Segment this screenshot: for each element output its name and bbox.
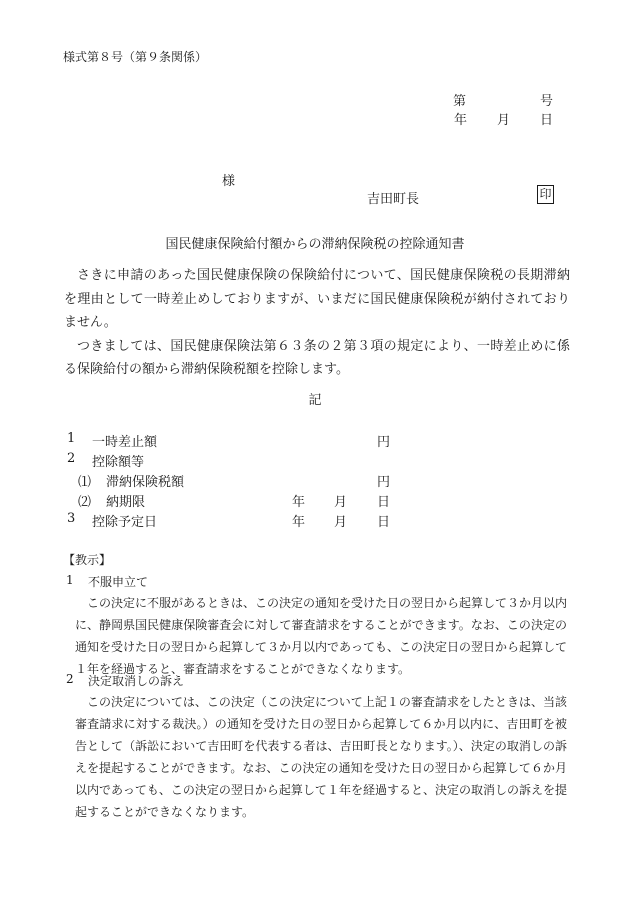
- item-1-yen: 円: [377, 435, 391, 450]
- header-date-day: 日: [540, 113, 554, 128]
- sub-item-2-day: 日: [377, 495, 391, 510]
- notice-section-1-title: 不服申立て: [88, 575, 149, 589]
- body-paragraph-2: つきましては、国民健康保険法第６３条の２第３項の規定により、一時差止めに係る保険給付の額から滞納保険税額を控除します。: [64, 338, 570, 377]
- notice-section-1-number: 1: [66, 573, 74, 587]
- notice-section-2-paragraph: この決定については、この決定（この決定について上記１の審査請求をしたときは、当該審査請求に対する裁決。）の通知を受けた日の翌日から起算して６か月以内に、吉田町を被告として（訴訟において吉田町を代表する者は、吉田町長となります。）、決定の取消しの訴えを提起することができます。なお、この決定の通知を受けた日の翌日から起算して６か月以内であっても、この決定の翌日から起算して１年を経過すると、決定の取消しの訴えを提起することができなくなります。: [75, 695, 567, 819]
- seal-stamp-box: 印: [537, 185, 554, 204]
- item-2-label: 控除額等: [92, 455, 145, 470]
- notice-section-1-paragraph: この決定に不服があるときは、この決定の通知を受けた日の翌日から起算して３か月以内に、静岡県国民健康保険審査会に対して審査請求をすることができます。なお、この決定の通知を受けた日の翌日から起算して３か月以内であっても、この決定日の翌日から起算して１年を経過すると、審査請求をすることができなくなります。: [75, 596, 568, 676]
- item-3-day: 日: [377, 515, 391, 530]
- item-3-label: 控除予定日: [92, 515, 158, 530]
- sub-item-2-year: 年: [292, 495, 306, 510]
- item-1-label: 一時差止額: [92, 435, 158, 450]
- sub-item-1-number: ⑴: [78, 475, 92, 490]
- sub-item-2-number: ⑵: [78, 495, 92, 510]
- form-number: 様式第８号（第９条関係）: [63, 50, 208, 64]
- notice-body: [64, 264, 570, 382]
- sub-item-1-label: 滞納保険税額: [106, 475, 185, 490]
- sub-item-2-month: 月: [334, 495, 348, 510]
- sub-item-2-label: 納期限: [106, 495, 146, 510]
- sender-mayor: 吉田町長: [367, 192, 420, 207]
- item-1-number: 1: [67, 431, 76, 446]
- header-date-month: 月: [497, 113, 511, 128]
- header-date-year: 年: [454, 113, 468, 128]
- body-paragraph-1: さきに申請のあった国民健康保険の保険給付について、国民健康保険税の長期滞納を理由として一時差止めしておりますが、いまだに国民健康保険税が納付されておりません。: [64, 268, 570, 330]
- notice-section-2-text: [75, 691, 567, 823]
- document-title: 国民健康保険給付額からの滞納保険税の控除通知書: [165, 237, 465, 252]
- item-3-year: 年: [292, 515, 306, 530]
- item-3-number: 3: [67, 511, 76, 526]
- notice-section-2-number: 2: [66, 672, 74, 686]
- addressee-honorific: 様: [222, 174, 236, 189]
- item-2-number: 2: [67, 451, 76, 466]
- document-number-suffix: 号: [540, 94, 554, 109]
- notice-heading: 【教示】: [63, 553, 112, 567]
- notice-section-2-title: 決定取消しの訴え: [88, 674, 185, 688]
- item-3-month: 月: [334, 515, 348, 530]
- notice-section-1-text: [75, 592, 567, 680]
- ki-heading: 記: [308, 393, 322, 408]
- document-number-prefix: 第: [453, 94, 467, 109]
- sub-item-1-yen: 円: [377, 475, 391, 490]
